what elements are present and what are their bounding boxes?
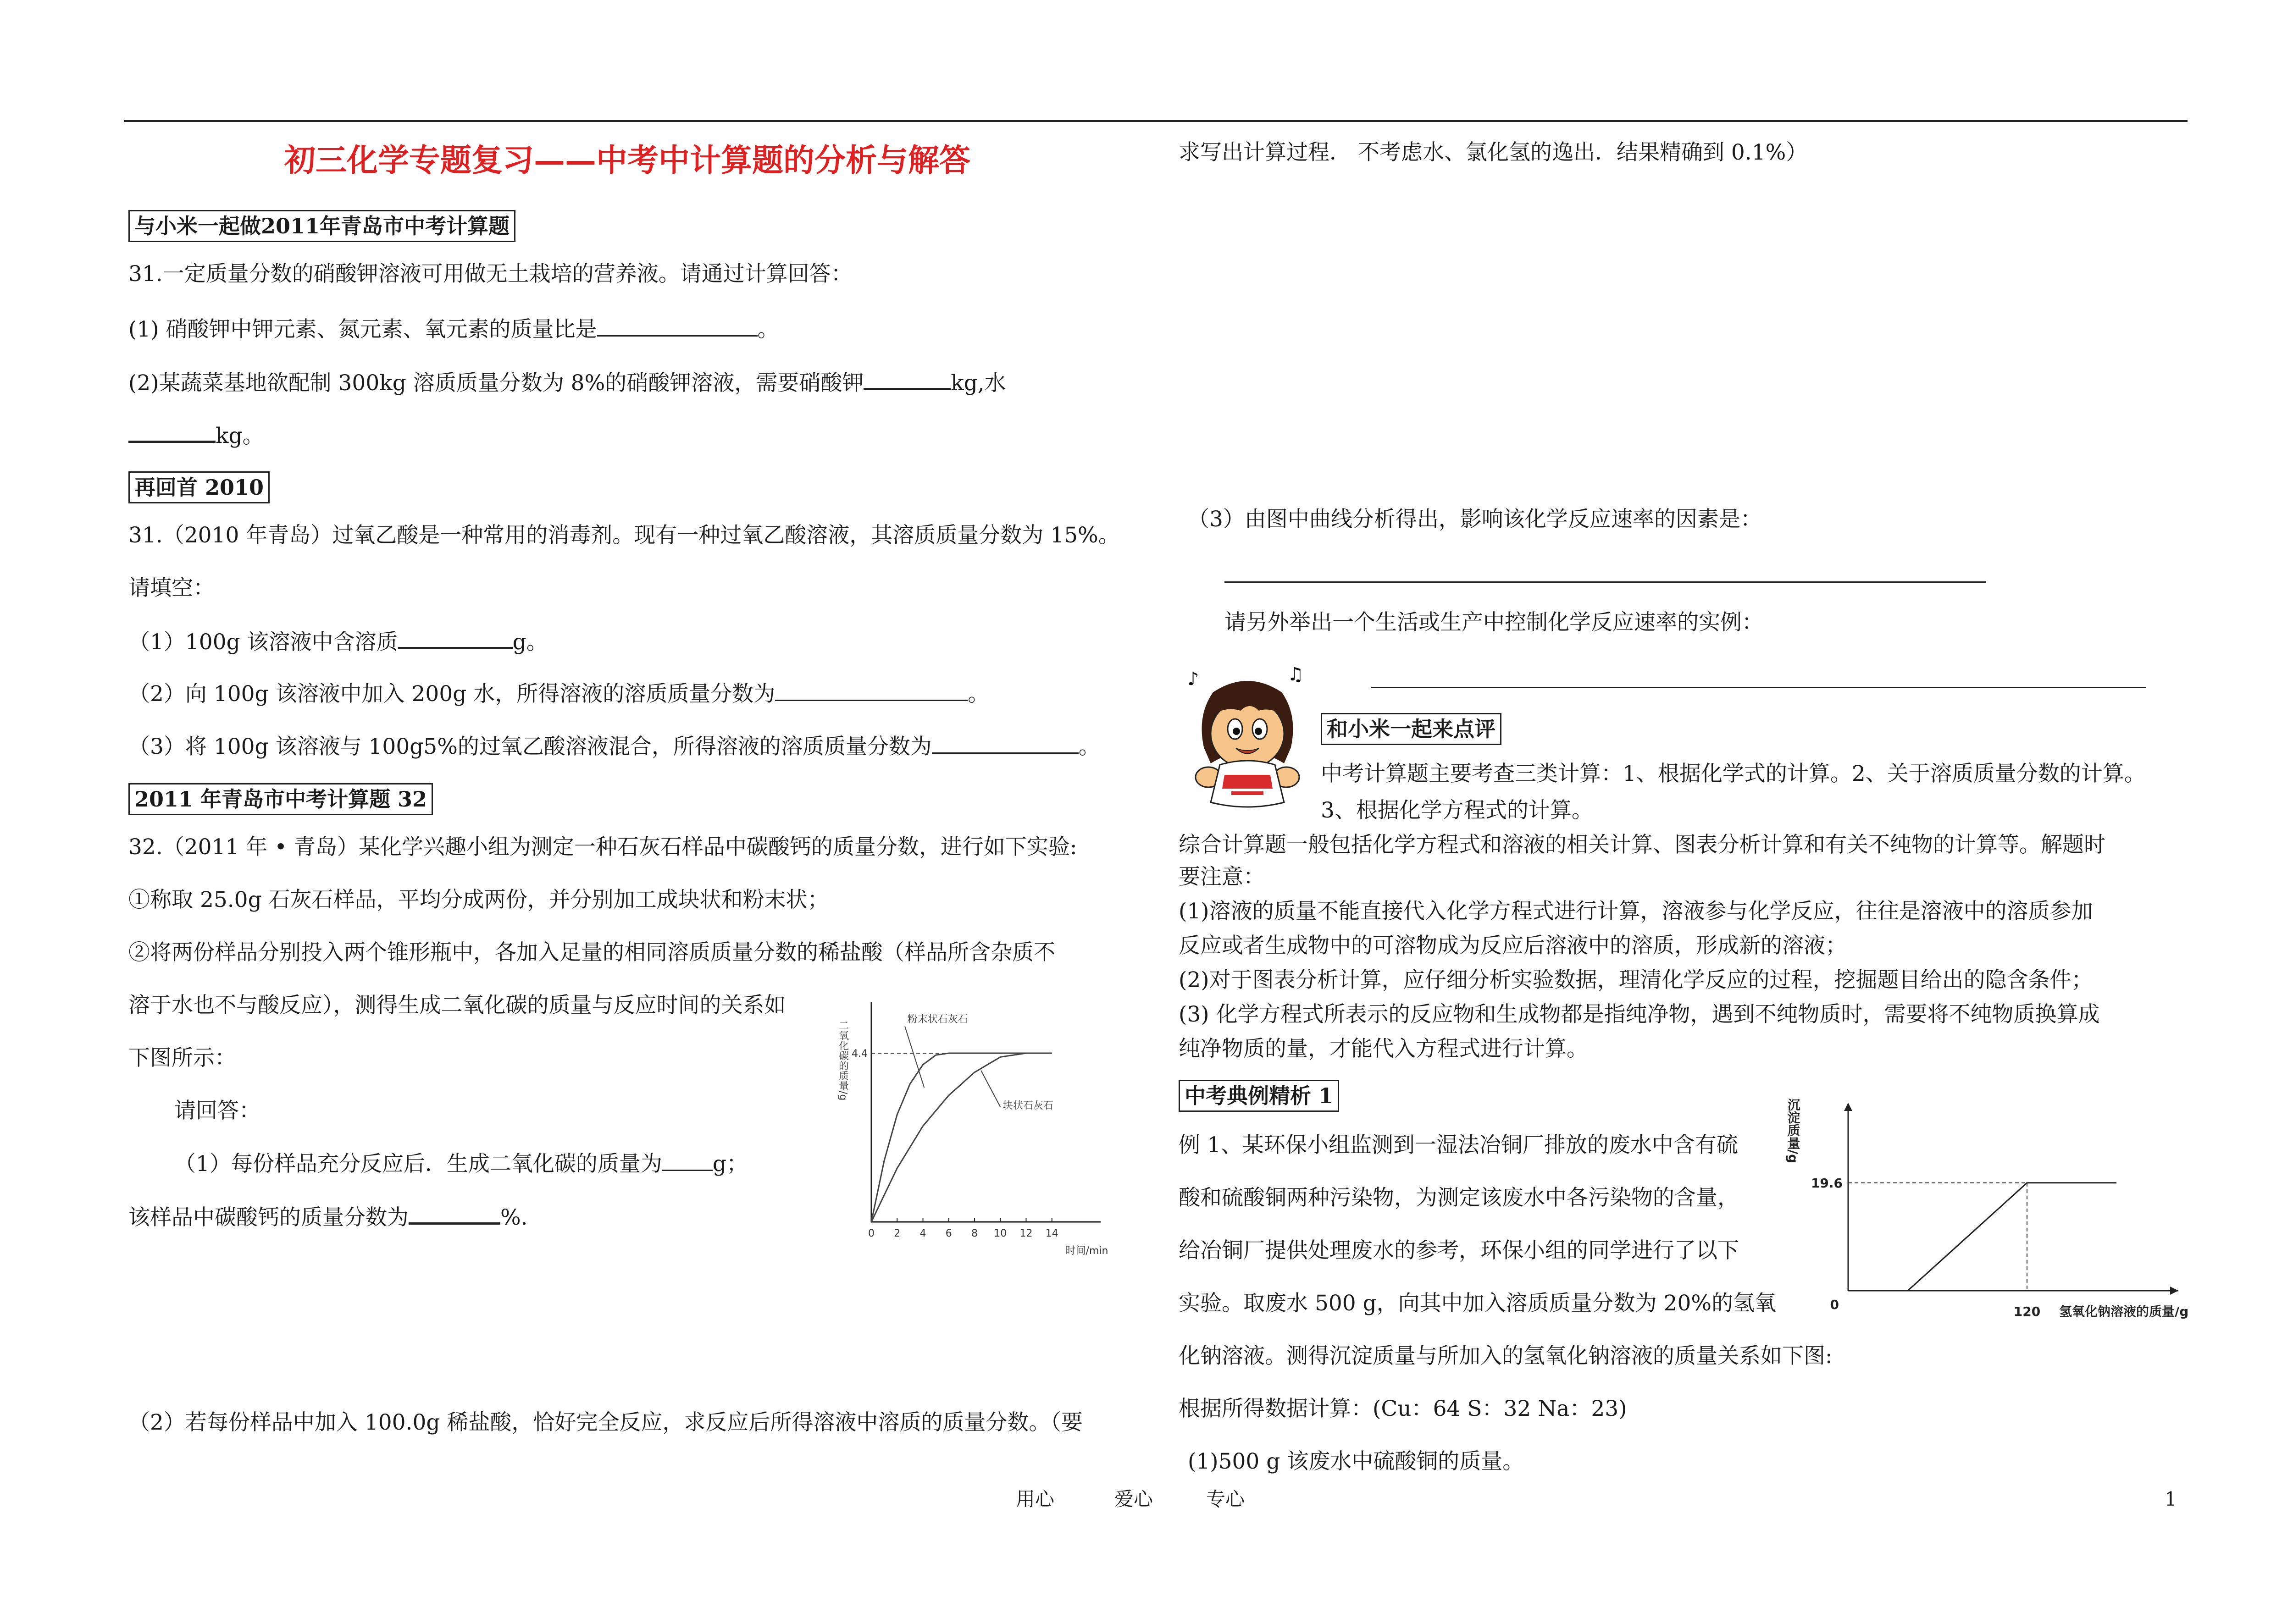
- x-tick-label: 4: [919, 1228, 926, 1239]
- review-line1: 中考计算题主要考查三类计算：1、根据化学式的计算。2、关于溶质质量分数的计算。: [1321, 761, 2146, 786]
- q32-1b: [128, 1201, 528, 1233]
- y-axis-label: 沉淀质量/g: [1785, 1098, 1801, 1164]
- top-rule: [124, 120, 2188, 122]
- x-tick-label: 14: [1045, 1228, 1058, 1239]
- review-line3a: 综合计算题一般包括化学方程式和溶液的相关计算、图表分析计算和有关不纯物的计算等。解题时: [1179, 832, 2105, 857]
- ex1-line6: 根据所得数据计算：(Cu：64 S：32 Na：23): [1179, 1396, 1627, 1421]
- q32-3b: 请另外举出一个生活或生产中控制化学反应速率的实例：: [1224, 610, 1763, 635]
- q31-1-end: 。: [757, 317, 779, 342]
- note3b: 纯净物质的量，才能代入方程式进行计算。: [1179, 1036, 1588, 1061]
- q32-intro: 32.（2011 年 • 青岛）某化学兴趣小组为测定一种石灰石样品中碳酸钙的质量分数，进行如下实验:: [128, 834, 1077, 860]
- fill-in-label: 请填空：: [128, 575, 215, 601]
- section-header-2010: 再回首 2010: [128, 471, 270, 503]
- footer-text-b: 爱心: [1114, 1488, 1153, 1510]
- q2010-3: [128, 731, 1100, 762]
- answer-blank[interactable]: [775, 679, 968, 701]
- ex1-line1: 例 1、某环保小组监测到一湿法冶铜厂排放的废水中含有硫: [1179, 1132, 1738, 1158]
- q2010-2-end: 。: [968, 681, 990, 707]
- section-header-2011: 与小米一起做2011年青岛市中考计算题: [128, 210, 515, 242]
- answer-blank[interactable]: [409, 1201, 500, 1225]
- series-line-1: [871, 1053, 1052, 1222]
- page-number: 1: [2165, 1488, 2177, 1510]
- y-marked-label: 19.6: [1811, 1175, 1843, 1191]
- x-tick-label: 10: [994, 1228, 1007, 1239]
- q32-2-cont: 求写出计算过程． 不考虑水、氯化氢的逸出．结果精确到 0.1%）: [1179, 140, 1808, 165]
- answer-line[interactable]: [1224, 581, 1986, 583]
- x-tick-label: 2: [894, 1228, 901, 1239]
- answer-label: 请回答：: [174, 1098, 260, 1123]
- x-tick-label: 6: [945, 1228, 952, 1239]
- legend-leader-2: [981, 1071, 1000, 1107]
- q31-2-mid: kg,水: [951, 370, 1006, 396]
- q2010-1-end: g。: [512, 630, 548, 655]
- q31-2010: 31.（2010 年青岛）过氧乙酸是一种常用的消毒剂。现有一种过氧乙酸溶液，其溶质质量分数为 15%。: [128, 523, 1120, 548]
- q31-1: [128, 314, 779, 345]
- answer-blank[interactable]: [864, 367, 951, 390]
- q31-2-text: (2)某蔬菜基地欲配制 300kg 溶质质量分数为 8%的硝酸钾溶液，需要硝酸钾: [128, 370, 864, 396]
- q31-2-end: kg。: [216, 423, 264, 448]
- x-tick-label: 8: [971, 1228, 978, 1239]
- x-tick-label: 12: [1019, 1228, 1033, 1239]
- page-title: 初三化学专题复习——中考中计算题的分析与解答: [284, 142, 971, 179]
- q2010-2: [128, 679, 989, 709]
- co2-mass-chart: [839, 993, 1124, 1268]
- section-header-2011-32: 2011 年青岛市中考计算题 32: [128, 783, 433, 815]
- svg-text:♫: ♫: [1287, 664, 1304, 685]
- x-axis-arrow: [2170, 1287, 2178, 1295]
- q32-step2c: 下图所示：: [128, 1045, 236, 1071]
- q32-step2b: 溶于水也不与酸反应），测得生成二氧化碳的质量与反应时间的关系如: [128, 993, 786, 1018]
- q2010-1: [128, 626, 548, 657]
- q32-1b-text: 该样品中碳酸钙的质量分数为: [128, 1205, 409, 1230]
- q32-2: （2）若每份样品中加入 100.0g 稀盐酸，恰好完全反应，求反应后所得溶液中溶质的质量分数。（要: [128, 1410, 1083, 1435]
- q31-1-text: (1) 硝酸钾中钾元素、氮元素、氧元素的质量比是: [128, 317, 597, 342]
- q32-1a-text: （1）每份样品充分反应后．生成二氧化碳的质量为: [174, 1151, 662, 1177]
- review-header: 和小米一起来点评: [1321, 713, 1501, 745]
- x-axis-label: 时间/min: [1065, 1245, 1108, 1257]
- x-marked-label: 120: [2013, 1304, 2041, 1319]
- note1b: 反应或者生成物中的可溶物成为反应后溶液中的溶质，形成新的溶液；: [1179, 933, 1847, 958]
- footer-text-c: 专心: [1206, 1488, 1245, 1510]
- legend-label-2: 块状石灰石: [1002, 1100, 1053, 1112]
- q32-3: （3）由图中曲线分析得出，影响该化学反应速率的因素是：: [1188, 507, 1762, 532]
- example-header: 中考典例精析 1: [1179, 1080, 1339, 1112]
- answer-blank[interactable]: [662, 1149, 713, 1171]
- q32-1b-end: %.: [500, 1205, 528, 1230]
- series-line-1: [1848, 1183, 2116, 1291]
- y-axis-label: 二氧化碳的质量/g: [837, 1020, 849, 1101]
- q31-2: [128, 367, 1006, 398]
- review-line2: 3、根据化学方程式的计算。: [1321, 798, 1593, 823]
- answer-blank[interactable]: [932, 731, 1079, 754]
- ex1-line3: 给冶铜厂提供处理废水的参考，环保小组的同学进行了以下: [1179, 1238, 1739, 1263]
- svg-text:♪: ♪: [1187, 668, 1199, 690]
- ex1-line5: 化钠溶液。测得沉淀质量与所加入的氢氧化钠溶液的质量关系如下图:: [1179, 1343, 1833, 1369]
- q32-1a: [174, 1149, 748, 1179]
- note3a: (3) 化学方程式所表示的反应物和生成物都是指纯净物，遇到不纯物质时，需要将不纯物质换算成: [1179, 1002, 2100, 1027]
- answer-line[interactable]: [1371, 687, 2146, 688]
- ex1-line7: (1)500 g 该废水中硫酸铜的质量。: [1188, 1449, 1524, 1474]
- x-tick-label: 0: [868, 1228, 875, 1239]
- q2010-3-text: （3）将 100g 该溶液与 100g5%的过氧乙酸溶液混合，所得溶液的溶质质量分数为: [128, 734, 932, 759]
- q31-2-cont: [128, 420, 264, 451]
- answer-blank[interactable]: [128, 420, 216, 443]
- xiaomi-cartoon-icon: [1181, 665, 1314, 816]
- ex1-line2: 酸和硫酸铜两种污染物，为测定该废水中各污染物的含量，: [1179, 1185, 1739, 1210]
- note2: (2)对于图表分析计算，应仔细分析实验数据，理清化学反应的过程，挖掘题目给出的隐含条件；: [1179, 967, 2093, 993]
- q32-step1: ①称取 25.0g 石灰石样品，平均分成两份，并分别加工成块状和粉末状；: [128, 887, 829, 912]
- precipitate-mass-chart: [1779, 1089, 2201, 1327]
- origin-label: 0: [1830, 1297, 1839, 1312]
- series-line-2: [871, 1053, 1052, 1222]
- y-axis-arrow: [1844, 1103, 1852, 1111]
- legend-leader-1: [905, 1026, 924, 1088]
- footer-text-a: 用心: [1016, 1488, 1055, 1510]
- q2010-1-text: （1）100g 该溶液中含溶质: [128, 630, 398, 655]
- note1a: (1)溶液的质量不能直接代入化学方程式进行计算，溶液参与化学反应，往往是溶液中的溶质参加: [1179, 899, 2093, 924]
- q31-intro: 31.一定质量分数的硝酸钾溶液可用做无土栽培的营养液。请通过计算回答：: [128, 261, 853, 287]
- q32-step2a: ②将两份样品分别投入两个锥形瓶中，各加入足量的相同溶质质量分数的稀盐酸（样品所含杂质不: [128, 940, 1055, 965]
- q2010-3-end: 。: [1078, 734, 1100, 759]
- answer-blank[interactable]: [398, 626, 513, 649]
- y-marked-label: 4.4: [852, 1048, 868, 1060]
- x-axis-label: 氢氧化钠溶液的质量/g: [2059, 1304, 2189, 1319]
- q32-1a-end: g；: [712, 1151, 748, 1177]
- review-line3b: 要注意：: [1179, 864, 1265, 889]
- q2010-2-text: （2）向 100g 该溶液中加入 200g 水，所得溶液的溶质质量分数为: [128, 681, 775, 707]
- legend-label-1: 粉末状石灰石: [907, 1014, 968, 1026]
- ex1-line4: 实验。取废水 500 g，向其中加入溶质质量分数为 20%的氢氧: [1179, 1291, 1777, 1316]
- answer-blank[interactable]: [597, 314, 758, 337]
